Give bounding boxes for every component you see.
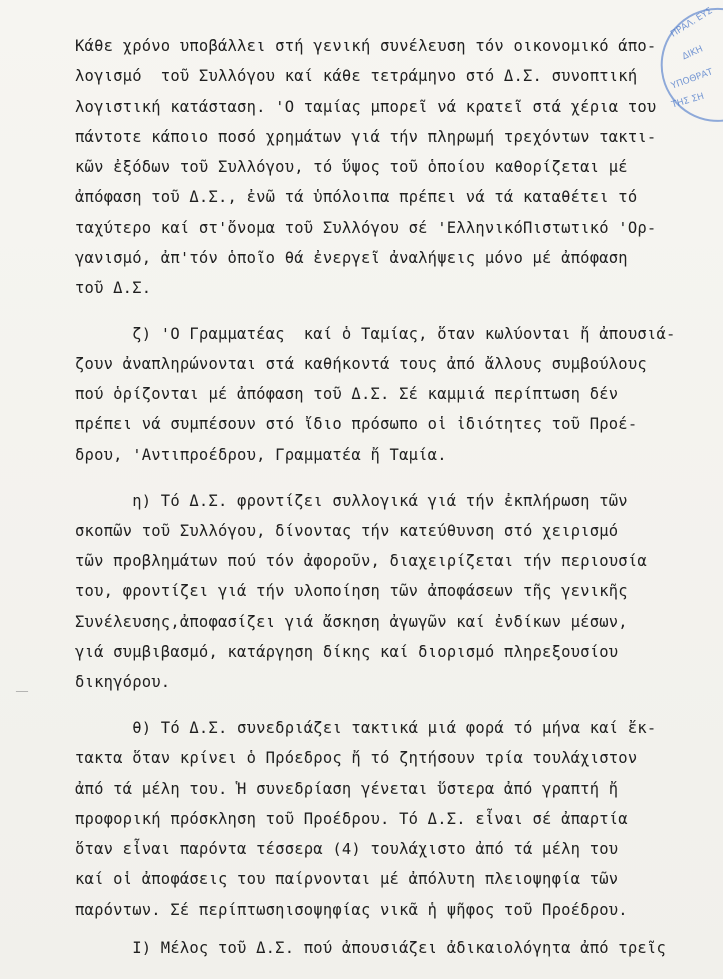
text-line: ἀπό τά μέλη του. Ἡ συνεδρίαση γένεται ὕστερα ἀπό γραπτή ἤ — [75, 780, 619, 798]
text-line: ἀπόφαση τοῦ Δ.Σ., ἐνῶ τά ὑπόλοιπα πρέπει νά τά καταθέτει τό — [75, 188, 638, 206]
text-line: Κάθε χρόνο υποβάλλει στή γενική συνέλευση τόν οικονομικό άπο- — [75, 37, 657, 55]
text-line: ζουν ἀναπληρώνονται στά καθήκοντά τους ἀπό ἄλλους συμβούλους — [75, 355, 647, 373]
text-line: η) Τό Δ.Σ. φροντίζει συλλογικά γιά τήν ἐκπλήρωση τῶν — [75, 492, 628, 510]
text-line: τακτα ὅταν κρίνει ὁ Πρόεδρος ἤ τό ζητήσουν τρία τουλάχιστον — [75, 749, 638, 767]
text-line: λογισμό τοῦ Συλλόγου καί κάθε τετράμηνο στό Δ.Σ. συνοπτική — [75, 67, 638, 85]
text-line: Συνέλευσης,ἀποφασίζει γιά ἄσκηση ἀγωγῶν καί ἐνδίκων μέσων, — [75, 613, 628, 631]
text-line: ὅταν εἶναι παρόντα τέσσερα (4) τουλάχιστο ἀπό τά μέλη του — [75, 840, 619, 858]
stamp-text-1: ΠΡΑΛ. ΕΥΣ — [669, 6, 715, 40]
text-line: λογιστική κατάσταση. 'Ο ταμίας μπορεῖ νά κρατεῖ στά χέρια του — [75, 98, 657, 116]
text-line: θ) Τό Δ.Σ. συνεδριάζει τακτικά μιά φορά τό μήνα καί ἔκ- — [75, 719, 657, 737]
text-line: παρόντων. Σέ περίπτωσηισοψηφίας νικᾶ ἡ ψῆφος τοῦ Προέδρου. — [75, 901, 628, 919]
text-line: δρου, 'Αντιπροέδρου, Γραμματέα ἤ Ταμία. — [75, 446, 447, 464]
text-line: πού ὁρίζονται μέ ἀπόφαση τοῦ Δ.Σ. Σέ καμμιά περίπτωση δέν — [75, 385, 619, 403]
text-line: Ι) Μέλος τοῦ Δ.Σ. πού ἀπουσιάζει ἀδικαιολόγητα ἀπό τρεῖς — [75, 939, 666, 957]
text-line: καί οἱ ἀποφάσεις του παίρνονται μέ ἀπόλυτη πλειοψηφία τῶν — [75, 870, 619, 888]
text-line: γιά συμβιβασμό, κατάργηση δίκης καί διορισμό πληρεξουσίου — [75, 643, 619, 661]
text-line: πρέπει νά συμπέσουν στό ἴδιο πρόσωπο οἱ ἰδιότητες τοῦ Προέ- — [75, 415, 638, 433]
stamp-text-4: ΤΗΣ ΣΗ — [670, 91, 706, 111]
text-line: πάντοτε κάποιο ποσό χρημάτων γιά τήν πληρωμή τρεχόντων τακτι- — [75, 128, 657, 146]
stamp-text-2: ΔΙΚΗ — [680, 44, 705, 63]
text-line: κῶν ἐξόδων τοῦ Συλλόγου, τό ὕψος τοῦ ὁποίου καθορίζεται μέ — [75, 158, 628, 176]
text-line: σκοπῶν τοῦ Συλλόγου, δίνοντας τήν κατεύθυνση στό χειρισμό — [75, 522, 619, 540]
text-line: τοῦ Δ.Σ. — [75, 279, 152, 297]
margin-mark: — — [16, 683, 28, 697]
text-line: γανισμό, ἀπ'τόν ὁποῖο θά ἐνεργεῖ ἀναλήψεις μόνο μέ ἀπόφαση — [75, 249, 628, 267]
text-line: δικηγόρου. — [75, 673, 171, 691]
text-line: τῶν προβλημάτων πού τόν ἀφοροῦν, διαχειρίζεται τήν περιουσία — [75, 552, 647, 570]
stamp-text-3: ΥΠΟΘΡΑΤ — [670, 67, 715, 92]
text-line: του, φροντίζει γιά τήν υλοποίηση τῶν ἀποφάσεων τῆς γενικῆς — [75, 582, 628, 600]
text-line: προφορική πρόσκληση τοῦ Προέδρου. Τό Δ.Σ. εἶναι σέ ἀπαρτία — [75, 810, 628, 828]
text-line: ζ) 'Ο Γραμματέας καί ὁ Ταμίας, ὅταν κωλύονται ἤ ἀπουσιά- — [75, 325, 676, 343]
text-line: ταχύτερο καί στ'ὄνομα τοῦ Συλλόγου σέ 'ΕλληνικόΠιστωτικό 'Ορ- — [75, 219, 657, 237]
